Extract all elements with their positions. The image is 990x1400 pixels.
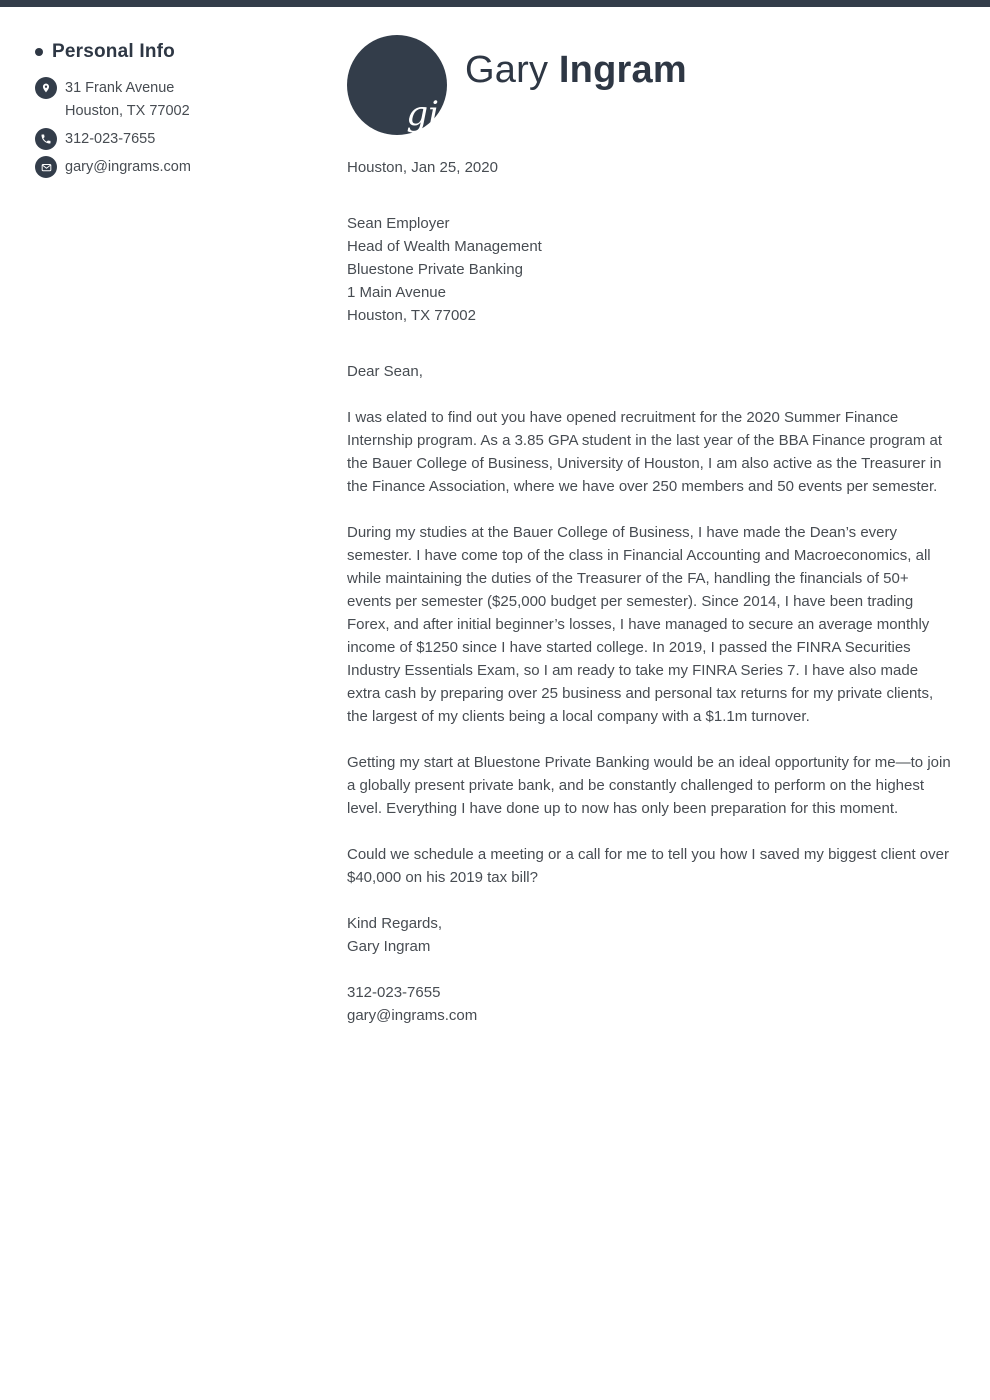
footer-email: gary@ingrams.com bbox=[347, 1007, 478, 1024]
sidebar-title: Personal Info bbox=[52, 41, 175, 62]
signoff-block bbox=[347, 912, 954, 958]
paragraph-2: During my studies at the Bauer College of Business, I have made the Dean’s every semester. I have come top of the class in Financial Accounting and Macroeconomics, all while maintaining the duties of the Treasurer of the FA, handling the financials of 50+ events per semester ($25,000 budget per semester). Since 2014, I have been trading Forex, and after initial beginner’s losses, I have managed to secure an average monthly income of $1250 since I have started college. In 2019, I passed the FINRA Securities Industry Essentials Exam, so I am ready to take my FINRA Series 7. I have also made extra cash by preparing over 25 business and personal tax returns for my private clients, the largest of my clients being a local company with a $1.1m turnover. bbox=[347, 524, 934, 725]
recipient-role: Head of Wealth Management bbox=[347, 238, 542, 255]
letter-header bbox=[347, 35, 954, 135]
footer-contact-block bbox=[347, 981, 954, 1027]
email-item bbox=[35, 156, 315, 179]
date-line: Houston, Jan 25, 2020 bbox=[347, 159, 498, 176]
email-text: gary@ingrams.com bbox=[65, 159, 191, 175]
envelope-icon bbox=[35, 156, 57, 178]
recipient-name: Sean Employer bbox=[347, 215, 450, 232]
sidebar-title-row bbox=[35, 40, 315, 64]
address-item bbox=[35, 77, 315, 123]
address-line-1: 31 Frank Avenue bbox=[65, 80, 175, 96]
contact-list bbox=[35, 77, 315, 179]
signoff-name: Gary Ingram bbox=[347, 938, 431, 955]
paragraph-3: Getting my start at Bluestone Private Banking would be an ideal opportunity for me—to join a globally present private bank, and be constantly challenged to perform on the highest level. Everything I have done up to now has only been preparation for this moment. bbox=[347, 754, 951, 817]
bullet-icon bbox=[35, 48, 43, 56]
letter-body bbox=[347, 156, 954, 1027]
recipient-company: Bluestone Private Banking bbox=[347, 261, 523, 278]
recipient-block bbox=[347, 212, 954, 327]
paragraph-1: I was elated to find out you have opened recruitment for the 2020 Summer Finance Internship program. As a 3.85 GPA student in the last year of the BBA Finance program at the Bauer College of Business, University of Houston, I am also active as the Treasurer in the Finance Association, where we have over 250 members and 50 events per semester. bbox=[347, 409, 943, 495]
phone-icon bbox=[35, 128, 57, 150]
avatar bbox=[347, 35, 447, 135]
signoff-closing: Kind Regards, bbox=[347, 915, 443, 932]
recipient-city: Houston, TX 77002 bbox=[347, 307, 476, 324]
footer-phone: 312-023-7655 bbox=[347, 984, 441, 1001]
last-name: Ingram bbox=[558, 49, 687, 91]
phone-item bbox=[35, 128, 315, 151]
personal-info-sidebar bbox=[35, 40, 315, 179]
recipient-street: 1 Main Avenue bbox=[347, 284, 446, 301]
salutation: Dear Sean, bbox=[347, 363, 423, 380]
avatar-initials: gi bbox=[406, 94, 439, 134]
phone-text: 312-023-7655 bbox=[65, 131, 156, 147]
location-pin-icon bbox=[35, 77, 57, 99]
paragraph-4: Could we schedule a meeting or a call for me to tell you how I saved my biggest client over $40,000 on his 2019 tax bill? bbox=[347, 846, 949, 886]
accent-top-bar bbox=[0, 0, 990, 7]
first-name: Gary bbox=[465, 49, 549, 91]
letter-main-column bbox=[347, 35, 954, 1027]
page-title bbox=[465, 49, 687, 92]
address-line-2: Houston, TX 77002 bbox=[65, 103, 190, 119]
address-text bbox=[65, 77, 190, 123]
